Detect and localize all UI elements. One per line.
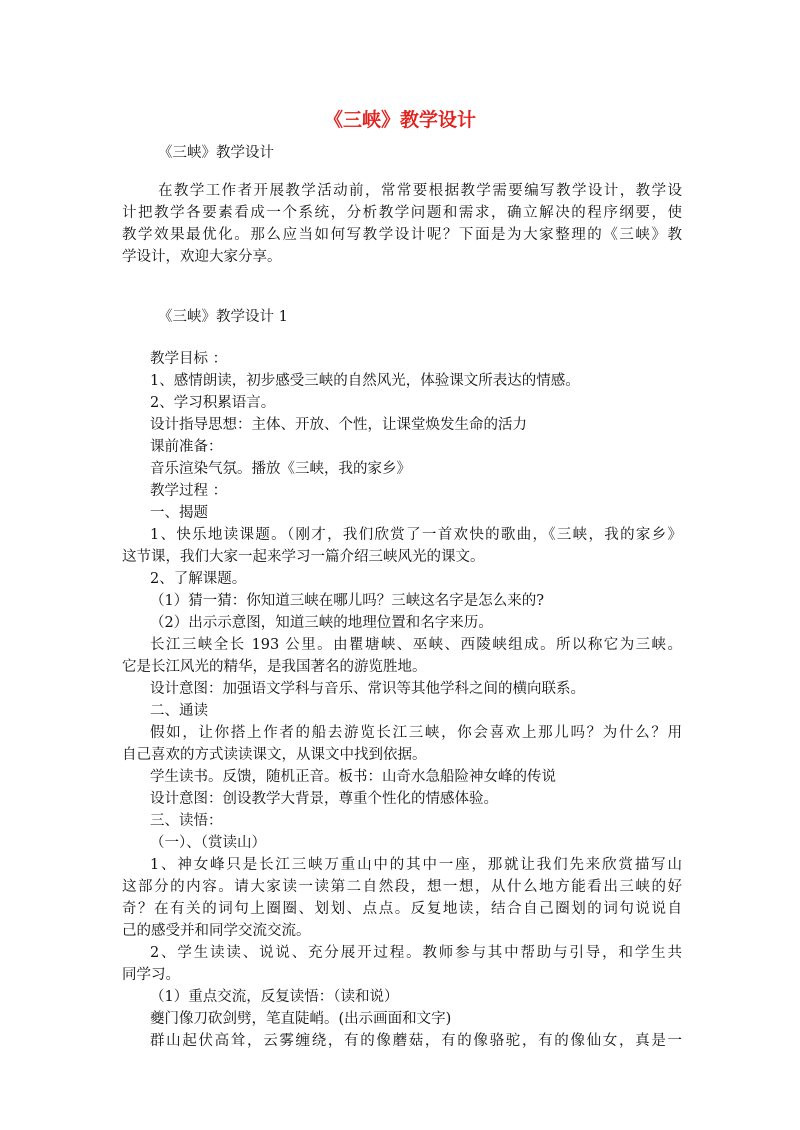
body-line: 一、揭题 [150,505,208,521]
body-line: 己的感受并和同学交流交流。 [122,923,311,939]
body-line: 设计意图：创设教学大背景，尊重个性化的情感体验。 [150,791,498,807]
body-line: 这节课，我们大家一起来学习一篇介绍三峡风光的课文。 [122,549,485,565]
body-line: 2、学习积累语言。 [150,395,276,411]
body-line: （一）、（赏读山） [150,835,266,851]
body-line: 夔门像刀砍剑劈，笔直陡峭。(出示画面和文字) [150,1011,452,1027]
body-line: 二、通读 [150,703,208,719]
body-line: 它是长江风光的精华，是我国著名的游览胜地。 [122,659,427,675]
section-heading: 《三峡》教学设计 1 [158,309,288,325]
body-line: 群山起伏高耸，云雾缠绕，有的像蘑菇，有的像骆驼，有的像仙女，真是一 [150,1033,682,1049]
body-line: 三、读悟： [150,813,223,829]
body-line: 1、快乐地读课题。（刚才，我们欣赏了一首欢快的歌曲，《三峡，我的家乡》 [150,527,682,543]
body-line: 奇？在有关的词句上圈圈、划划、点点。反复地读，结合自己圈划的词句说说自 [122,901,682,917]
body-line: 教学过程 ： [150,483,228,499]
body-line: 同学习。 [122,967,180,983]
body-line: 2、学生读读、说说、充分展开过程。教师参与其中帮助与引导，和学生共 [150,945,682,961]
body-line: （2）出示示意图，知道三峡的地理位置和名字来历。 [150,615,493,631]
body-line: 课前准备： [150,439,223,455]
body-line: 设计意图：加强语文学科与音乐、常识等其他学科之间的横向联系。 [150,681,585,697]
body-line: （1）猜一猜：你知道三峡在哪儿吗？三峡这名字是怎么来的? [150,593,544,609]
body-line: 设计指导思想：主体、开放、个性，让课堂焕发生命的活力 [150,417,527,433]
body-line: 1、神女峰只是长江三峡万重山中的其中一座，那就让我们先来欣赏描写山 [150,857,682,873]
document-subtitle: 《三峡》教学设计 [158,145,274,161]
body-line: 教学目标 ： [150,351,228,367]
intro-line: 教学效果最优化。那么应当如何写教学设计呢？下面是为大家整理的《三峡》教 [122,227,682,243]
body-line: 假如，让你搭上作者的船去游览长江三峡，你会喜欢上那儿吗？为什么？用 [150,725,682,741]
intro-line: 计把教学各要素看成一个系统，分析教学问题和需求，确立解决的程序纲要，使 [122,205,682,221]
intro-line: 在教学工作者开展教学活动前，常常要根据教学需要编写教学设计，教学设 [158,183,682,199]
body-line: 学生读书。反馈，随机正音。板书：山奇水急船险神女峰的传说 [150,769,556,785]
body-line: 这部分的内容。请大家读一读第二自然段，想一想，从什么地方能看出三峡的好 [122,879,682,895]
document-title: 《三峡》教学设计 [323,109,476,131]
body-line: 1、感情朗读，初步感受三峡的自然风光，体验课文所表达的情感。 [150,373,580,389]
body-line: 长江三峡全长 193 公里。由瞿塘峡、巫峡、西陵峡组成。所以称它为三峡。 [150,637,682,653]
intro-line: 学设计，欢迎大家分享。 [122,249,282,265]
body-line: 2、了解课题。 [150,571,247,587]
body-line: 音乐渲染气氛。播放《三峡，我的家乡》 [150,461,411,477]
body-line: 自己喜欢的方式读读课文，从课文中找到依据。 [122,747,427,763]
body-line: （1）重点交流，反复读悟：（读和说） [150,989,399,1005]
